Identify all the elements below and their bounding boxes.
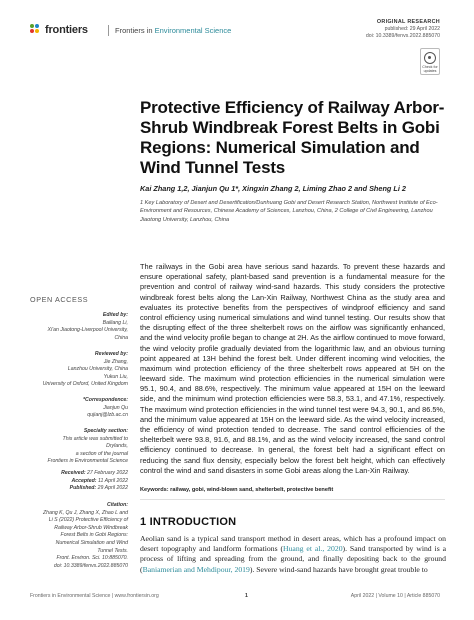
correspondence-heading: *Correspondence: <box>83 397 128 403</box>
article-title: Protective Efficiency of Railway Arbor-Shrub Windbreak Forest Belts in Gobi Regions: Numerical Simulation and Wind Tunnel Tests <box>140 98 445 177</box>
specialty-line: Frontiers in Environmental Science <box>47 458 128 465</box>
correspondent-email[interactable]: qujianj@lzb.ac.cn <box>87 412 128 419</box>
intro-paragraph <box>140 534 446 575</box>
specialty-line: a section of the journal <box>75 450 128 457</box>
header-divider <box>108 25 109 36</box>
editor-line: Xi'an Jiaotong-Liverpool University, <box>47 327 128 334</box>
citation-link[interactable]: Baniamerian and Mehdipour, 2019 <box>142 564 250 574</box>
citation-line: Numerical Simulation and Wind <box>55 539 128 546</box>
footer-journal[interactable]: Frontiers in Environmental Science | www.frontiersin.org <box>30 593 159 599</box>
section-divider <box>140 499 445 500</box>
citation-line: Railway Arbor-Shrub Windbreak <box>54 524 128 531</box>
edited-by-heading: Edited by: <box>102 312 128 318</box>
reviewed-by-heading: Reviewed by: <box>94 351 128 357</box>
date-label: Published: <box>69 485 97 492</box>
date-received <box>28 470 128 478</box>
reviewer-line: Lanzhou University, China <box>67 366 128 373</box>
citation-line: Forest Belts in Gobi Regions: <box>60 532 128 539</box>
frontiers-logo[interactable] <box>30 24 88 36</box>
date-value: 11 April 2022 <box>98 477 128 484</box>
updates-icon <box>424 52 436 64</box>
correspondence <box>28 397 128 420</box>
citation-link[interactable]: Huang et al., 2020 <box>283 544 343 554</box>
date-value: 29 April 2022 <box>97 485 128 492</box>
specialty-section <box>28 428 128 466</box>
journal-section: Environmental Science <box>154 26 232 35</box>
citation-line: Li S (2022) Protective Efficiency of <box>48 517 128 524</box>
open-access-label: OPEN ACCESS <box>30 295 89 304</box>
citation-line: Zhang K, Qu J, Zhang X, Zhao L and <box>43 509 128 516</box>
specialty-heading: Specialty section: <box>83 428 128 434</box>
article-meta <box>366 19 440 40</box>
reviewer-line: Yukun Liu, <box>103 373 128 380</box>
journal-name[interactable] <box>115 26 231 35</box>
date-value: 27 February 2022 <box>87 470 128 476</box>
citation-line: Tunnel Tests. <box>97 547 128 554</box>
date-published <box>28 485 128 493</box>
editor-line: China <box>114 334 128 341</box>
intro-text: ). Sand transported by wind is a process of lifting and spreading from the ground, and finally depositing back to the ground ( <box>140 544 446 574</box>
citation-heading: Citation: <box>106 502 128 508</box>
keywords-label: Keywords: <box>140 487 169 493</box>
affiliation-1: 1 Key Laboratory of Desert and Desertification/Dunhuang Gobi and Desert Research Station, Northwest Institute of Eco-Environment and Resources, Chinese Academy of Sciences, Lanzhou, China, <box>140 200 438 215</box>
reviewed-by <box>28 351 128 389</box>
date-label: Received: <box>61 470 86 476</box>
citation-doi[interactable]: doi: 10.3389/fenvs.2022.885070 <box>53 562 128 569</box>
article-dates <box>28 470 128 493</box>
intro-text: ). Severe wind-sand hazards have brought great trouble to <box>249 564 428 574</box>
journal-prefix: Frontiers in <box>115 26 155 35</box>
citation-line: Front. Environ. Sci. 10:885070. <box>56 555 128 562</box>
specialty-line: Drylands, <box>106 443 128 450</box>
specialty-line: This article was submitted to <box>62 435 128 442</box>
reviewer-line: Jie Zhang, <box>103 358 128 365</box>
citation <box>28 502 128 570</box>
author-list: Kai Zhang 1,2, Jianjun Qu 1*, Xingxin Zhang 2, Liming Zhao 2 and Sheng Li 2 <box>140 184 406 193</box>
keywords <box>140 487 445 493</box>
check-for-updates-badge[interactable] <box>420 48 440 75</box>
page-number: 1 <box>245 593 248 599</box>
article-type: ORIGINAL RESEARCH <box>376 19 440 25</box>
date-label: Accepted: <box>71 477 97 484</box>
keywords-text: railway, gobi, wind-blown sand, shelterbelt, protective benefit <box>170 487 334 493</box>
date-accepted <box>28 478 128 486</box>
updates-label: Check for updates <box>422 65 438 73</box>
affiliation-2: 2 College of Civil Engineering, Lanzhou Jiaotong University, Lanzhou, China <box>140 208 433 223</box>
affiliations <box>140 199 445 224</box>
reviewer-line: University of Oxford, United Kingdom <box>42 381 128 388</box>
intro-text: Aeolian sand is a typical sand transport method in desert areas, which has a profound impact on desert topography and landform formations ( <box>140 534 446 554</box>
article-doi[interactable]: doi: 10.3389/fenvs.2022.885070 <box>365 33 440 39</box>
edited-by <box>28 312 128 342</box>
abstract: The railways in the Gobi area have serious sand hazards. To prevent these hazards and ensure operational safety, plant-based sand prevention is a fundamental measure for the prevention and control of railway wind-sand hazards. This study considers the protective windbreak forest belts along the Lan-Xin Railway, Northwest China as the study area and evaluates its protective benefits from the perspectives of windproof efficiency and sand control efficiency using numerical simulations and wind tunnel testing. Our results show that the disrupting effect of the three shelterbelt rows on the airflow was significantly enhanced, and the wind velocity profile began to change at 2H. As the airflow continued to move forward, the wind velocity profile gradually deviated from the logarithmic law, and an obvious turning point appeared at 13H behind the forest belt. Under different incoming wind velocities, the maximum wind protection efficiency of the three shelterbelt rows appeared at 5H on the leeward side. The maximum wind protection efficiencies in the numerical simulation were 95.1, 90.4, and 88.6%, respectively. The minimum value appeared at 15H on the leeward side, and the minimum wind protection efficiencies were 58.3, 53.1, and 47.1%, respectively. The maximum wind protection efficiencies in the wind tunnel test were 94.3, 90.1, and 86.5%, and the minimum value appeared at 15H on the leeward side. As the wind velocity increased, the efficiency of wind protection tended to decrease. The sand control efficiencies of the shelterbelt were 93.8, 91.6, and 88.1%, and as the wind velocity increased, the sand control efficiency continued to decrease. In general, the forest belt had a significant effect on reducing the sand flux density, especially below the forest belt height, which can effectively control the wind and sand disasters in some Gobi areas along the Lan-Xin Railway. <box>140 262 445 475</box>
footer-issue: April 2022 | Volume 10 | Article 885070 <box>350 593 440 599</box>
editor-line: Bailiang Li, <box>102 319 128 326</box>
section-heading: 1 INTRODUCTION <box>140 516 237 528</box>
correspondent-name: Jianjun Qu <box>103 404 128 411</box>
logo-wordmark: frontiers <box>45 24 88 36</box>
frontiers-logo-icon <box>30 24 42 36</box>
published-date: published: 29 April 2022 <box>384 26 440 32</box>
